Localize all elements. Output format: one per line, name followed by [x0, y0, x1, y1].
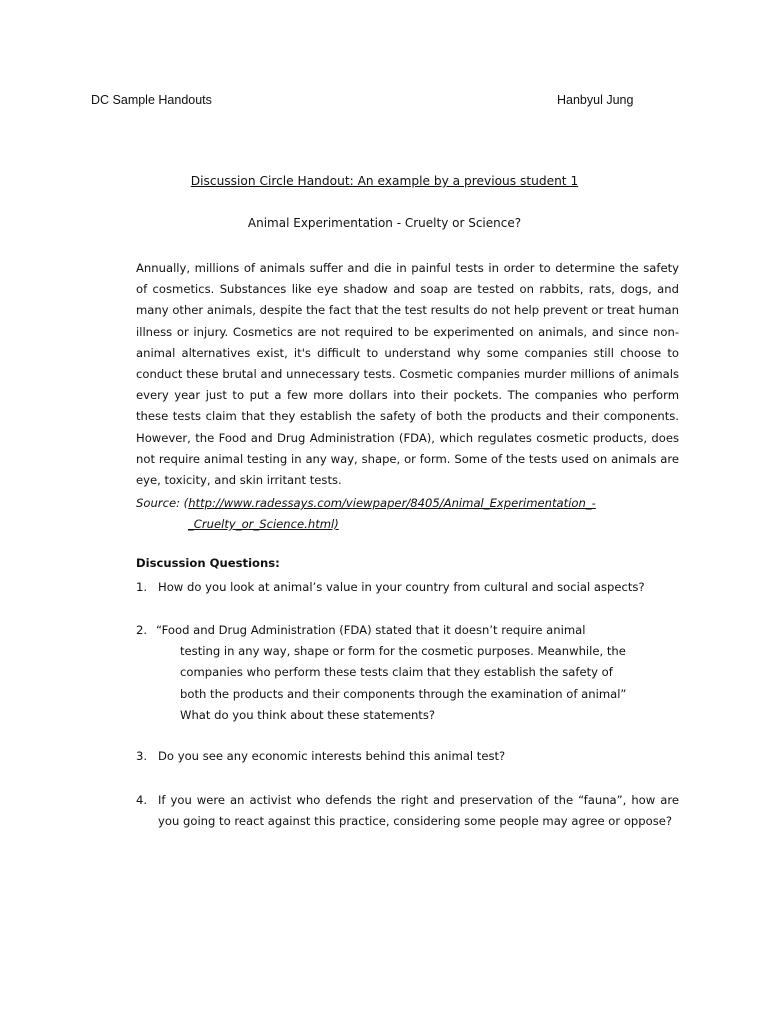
- question-number: 1.: [136, 580, 148, 594]
- question-text: If you were an activist who defends the right and preservation of the “fauna”, how are you going to react against this practice, considering some people may agree or oppose?: [158, 793, 679, 829]
- question-line: testing in any way, shape or form for the cosmetic purposes. Meanwhile, the: [180, 644, 626, 659]
- source-url-line1: http://www.radessays.com/viewpaper/8405/Animal_Experimentation_-: [188, 496, 596, 510]
- body-paragraph: Annually, millions of animals suffer and die in painful tests in order to determine the safety of cosmetics. Substances like eye shadow and soap are tested on rabbits, rats, dogs, and many other animals, despite the fact that the test results do not help prevent or treat human illness or injury. Cosmetics are not required to be experimented on animals, and since non-animal alternatives exist, it's difficult to understand why some companies still choose to conduct these brutal and unnecessary tests. Cosmetic companies murder millions of animals every year just to put a few more dollars into their pockets. The companies who perform these tests claim that they establish the safety of both the products and their components. However, the Food and Drug Administration (FDA), which regulates cosmetic products, does not require animal testing in any way, shape, or form. Some of the tests used on animals are eye, toxicity, and skin irritant tests.: [136, 261, 679, 488]
- question-text: How do you look at animal’s value in your country from cultural and social aspects?: [158, 580, 645, 594]
- source-url-line2: _Cruelty_or_Science.html): [188, 517, 339, 531]
- source-citation: [136, 493, 679, 535]
- question-number: 2.: [136, 623, 148, 637]
- question-line: “Food and Drug Administration (FDA) stated that it doesn’t require animal: [156, 623, 586, 637]
- question-item: [136, 790, 679, 832]
- question-item: [136, 746, 679, 767]
- source-label: Source: (: [136, 496, 189, 510]
- question-item: [136, 620, 679, 726]
- header-author-name: Hanbyul Jung: [557, 93, 634, 107]
- discussion-heading: Discussion Questions:: [136, 556, 280, 570]
- question-item: [136, 577, 679, 598]
- question-line: both the products and their components through the examination of animal”: [180, 686, 627, 701]
- question-text: Do you see any economic interests behind this animal test?: [158, 749, 506, 763]
- handout-subtitle: Animal Experimentation - Cruelty or Science?: [247, 216, 522, 230]
- source-link[interactable]: [136, 496, 679, 535]
- question-number: 4.: [136, 793, 148, 807]
- question-line: companies who perform these tests claim that they establish the safety of: [180, 665, 613, 680]
- header-left-text: DC Sample Handouts: [91, 93, 212, 107]
- question-text: [136, 620, 679, 726]
- question-line: What do you think about these statements?: [180, 707, 436, 722]
- question-number: 3.: [136, 749, 148, 763]
- handout-title: Discussion Circle Handout: An example by a previous student 1: [190, 174, 579, 188]
